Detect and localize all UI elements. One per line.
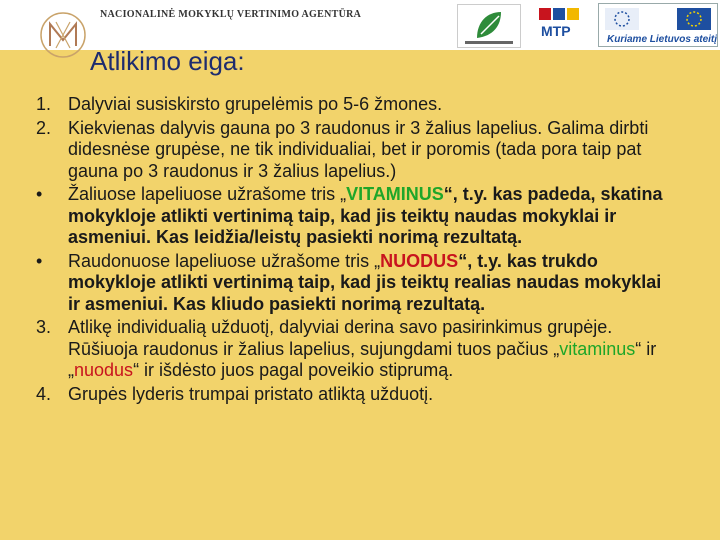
instruction-list	[36, 94, 676, 407]
list-item	[36, 251, 676, 316]
agency-name: NACIONALINĖ MOKYKLŲ VERTINIMO AGENTŪRA	[100, 9, 362, 20]
bullet-marker: •	[36, 250, 43, 271]
slide-title: Atlikimo eiga:	[90, 46, 245, 76]
item-marker: 1.	[36, 94, 52, 114]
mtp-label: MTP	[541, 23, 571, 39]
list-item	[36, 317, 676, 382]
item-text: Raudonuose lapeliuose užrašome tris „NUODUS“, t.y. kas trukdo mokykloje atlikti vertinimą taip, kad jis teiktų realias naudas mokyklai ir asmeniui. Kas kliudo pasiekti norimą rezultatą.	[68, 250, 662, 314]
item-text: Grupės lyderis trumpai pristato atliktą užduotį.	[68, 383, 434, 404]
list-item	[36, 184, 676, 249]
eu-slogan: Kuriame Lietuvos ateitį	[607, 34, 717, 45]
header-bar	[0, 0, 720, 50]
nuodai-highlight: NUODUS	[380, 250, 459, 271]
agency-logo-icon	[38, 10, 88, 60]
vitaminus-word: vitaminus	[559, 338, 636, 359]
item-text: Žaliuose lapeliuose užrašome tris „VITAMINUS“, t.y. kas padeda, skatina mokykloje atlikti vertinimą taip, kad jis teiktų naudas mokyklai ir asmeniui. Kas leidžia/leistų pasiekti norimą rezultatą.	[68, 184, 663, 247]
program-logo-icon	[457, 4, 521, 48]
mtp-logo-icon	[537, 4, 587, 44]
nuodus-word: nuodus	[74, 360, 134, 380]
vitaminai-highlight: VITAMINUS	[346, 184, 444, 204]
eu-funding-logo	[598, 3, 718, 47]
item-text: Dalyviai susiskirsto grupelėmis po 5-6 žmones.	[68, 94, 443, 114]
item-marker: 2.	[36, 117, 52, 138]
list-item	[36, 94, 676, 116]
item-text: Kiekvienas dalyvis gauna po 3 raudonus ir 3 žalius lapelius. Galima dirbti didesnėse grupėse, ne tik individualiai, bet ir poromis (tada pora taip pat gauna po 3 raudonus ir 3 žalius lapelius.)	[68, 117, 649, 181]
item-marker: 4.	[36, 383, 52, 404]
list-item	[36, 384, 676, 406]
bullet-marker: •	[36, 184, 43, 204]
list-item	[36, 118, 676, 183]
item-marker: 3.	[36, 317, 52, 337]
eu-flag-icon	[599, 4, 717, 46]
item-text: Atlikę individualią užduotį, dalyviai derina savo pasirinkimus grupėje. Rūšiuoja raudonus ir žalius lapelius, sujungdami tuos pačius „vitaminus“ ir „nuodus“ ir išdėsto juos pagal poveikio stiprumą.	[68, 317, 657, 380]
